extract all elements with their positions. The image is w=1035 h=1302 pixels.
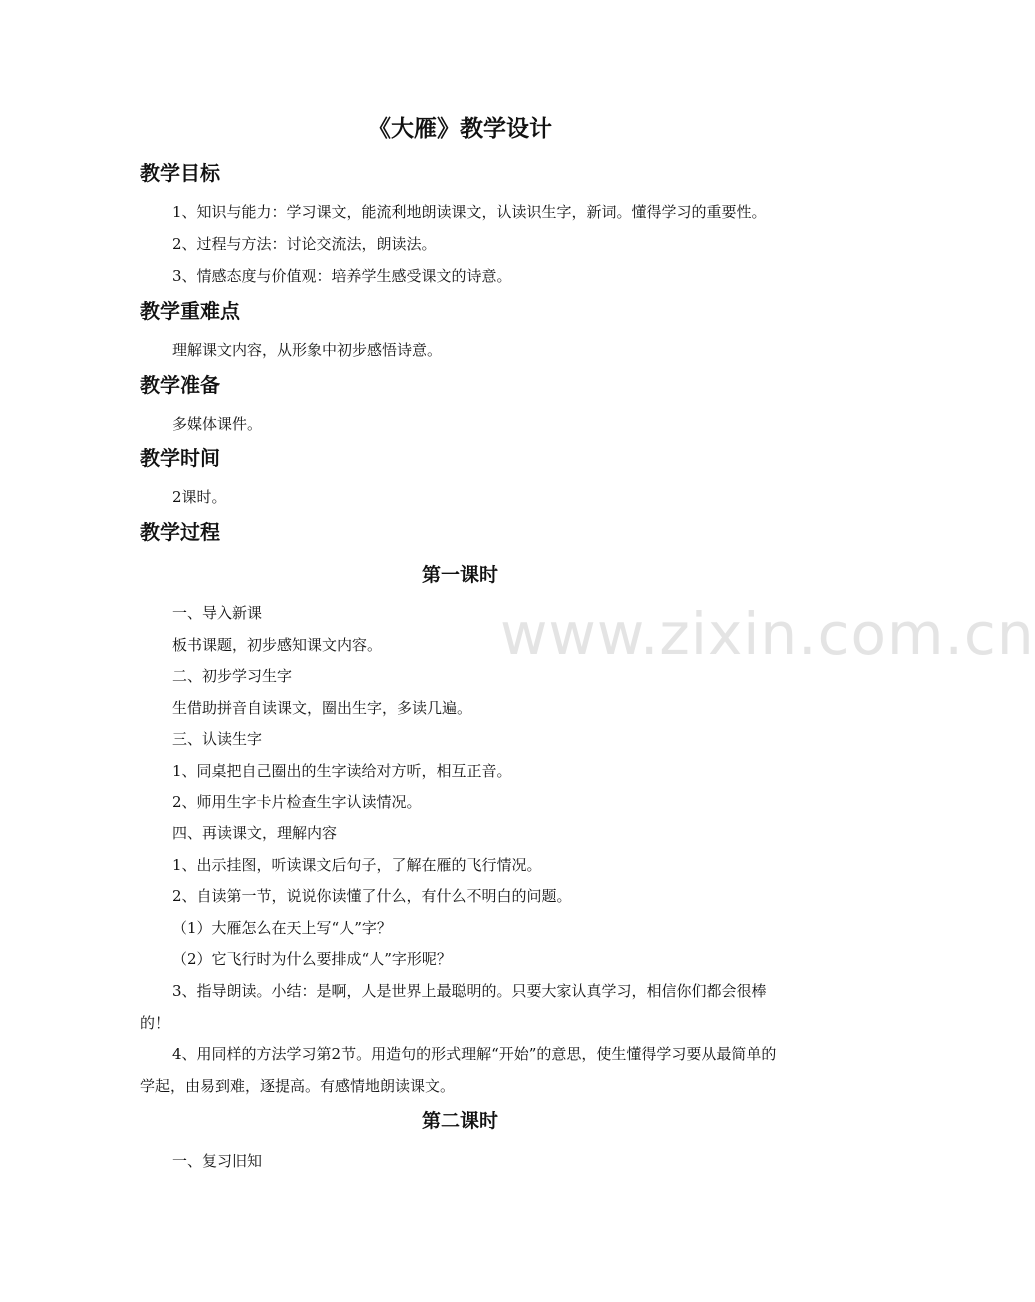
process-line: 一、复习旧知 <box>172 1152 263 1170</box>
lesson1-heading: 第一课时 <box>421 564 498 586</box>
process-line: 1、同桌把自己圈出的生字读给对方听，相互正音。 <box>172 762 512 780</box>
heading-key-points: 教学重难点 <box>140 299 240 323</box>
key-points-text: 理解课文内容，从形象中初步感悟诗意。 <box>172 341 443 359</box>
heading-process: 教学过程 <box>140 520 220 544</box>
heading-time: 教学时间 <box>140 446 220 470</box>
process-line: 三、认读生字 <box>172 730 263 748</box>
document-title: 《大雁》教学设计 <box>368 115 552 142</box>
goal-item: 2、过程与方法：讨论交流法，朗读法。 <box>172 235 437 253</box>
process-line: 3、指导朗读。小结：是啊，人是世界上最聪明的。只要大家认真学习，相信你们都会很棒的！ <box>140 982 767 1032</box>
process-line: （2）它飞行时为什么要排成“人”字形呢？ <box>172 950 452 968</box>
process-line: 4、用同样的方法学习第2节。用造句的形式理解“开始”的意思，使生懂得学习要从最简单的学起，由易到难，逐提高。有感情地朗读课文。 <box>140 1045 777 1095</box>
heading-preparation: 教学准备 <box>140 373 220 397</box>
lesson2-heading: 第二课时 <box>421 1110 498 1132</box>
goal-item: 3、情感态度与价值观：培养学生感受课文的诗意。 <box>172 267 512 285</box>
goal-item: 1、知识与能力：学习课文，能流利地朗读课文，认读识生字，新词。懂得学习的重要性。 <box>172 203 767 221</box>
preparation-text: 多媒体课件。 <box>172 415 263 433</box>
process-line: 板书课题，初步感知课文内容。 <box>172 636 383 654</box>
process-line: （1）大雁怎么在天上写“人”字？ <box>172 919 392 937</box>
process-line: 1、出示挂图，听读课文后句子，了解在雁的飞行情况。 <box>172 856 542 874</box>
process-line: 二、初步学习生字 <box>172 667 293 685</box>
process-line: 2、师用生字卡片检查生字认读情况。 <box>172 793 422 811</box>
process-line: 一、导入新课 <box>172 604 263 622</box>
process-line: 生借助拼音自读课文，圈出生字，多读几遍。 <box>172 699 473 717</box>
heading-goals: 教学目标 <box>140 161 220 185</box>
watermark: www.zixin.com.cn <box>500 600 1035 668</box>
process-line: 四、再读课文，理解内容 <box>172 824 338 842</box>
process-line: 2、自读第一节，说说你读懂了什么，有什么不明白的问题。 <box>172 887 572 905</box>
time-text: 2课时。 <box>172 488 227 506</box>
